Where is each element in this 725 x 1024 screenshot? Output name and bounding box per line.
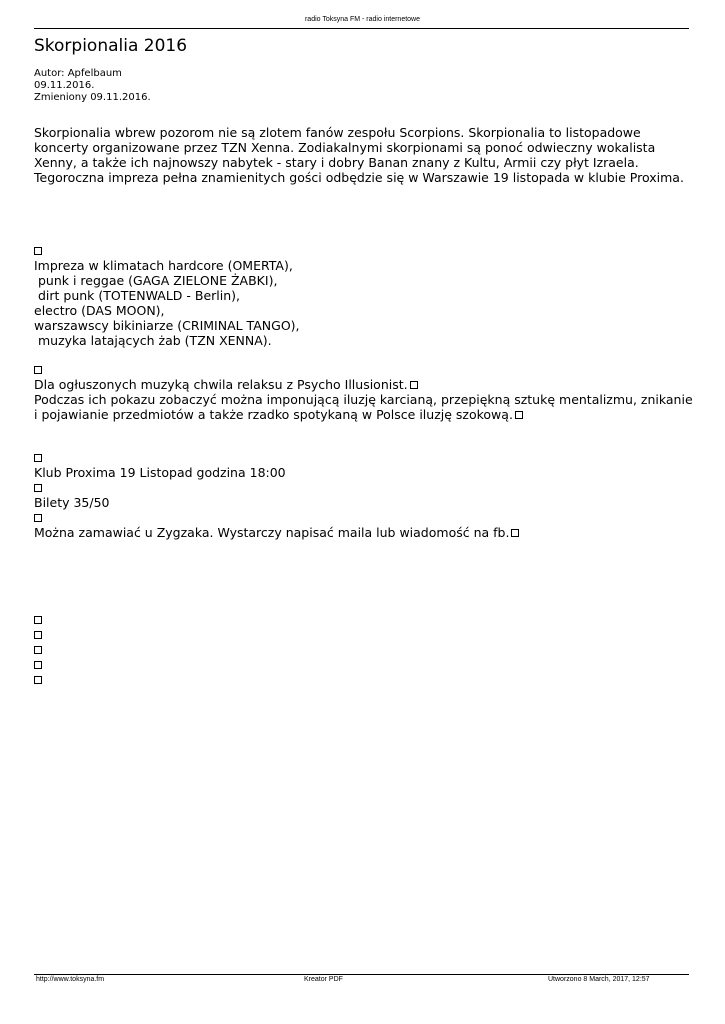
intro-line: Xenny, a także ich najnowszy nabytek - stary i dobry Banan znany z Kultu, Armii czy płyt Izraela. [34, 155, 639, 170]
event-info-section [34, 450, 519, 540]
lineup-section [34, 243, 300, 348]
header-divider [34, 28, 689, 29]
illusion-line: Dla ogłuszonych muzyką chwila relaksu z Psycho Illusionist. [34, 377, 408, 392]
footer-generator: Kreator PDF [304, 976, 343, 983]
footer-divider [34, 974, 689, 975]
page-header: radio Toksyna FM - radio internetowe [304, 16, 421, 23]
footer-created: Utworzono 8 March, 2017, 12:57 [548, 976, 650, 983]
intro-line: Tegoroczna impreza pełna znamienitych gości odbędzie się w Warszawie 19 listopada w klubie Proxima. [34, 170, 684, 185]
missing-glyph-icon [511, 529, 519, 537]
trailing-glyphs [34, 612, 42, 687]
missing-glyph-icon [34, 661, 42, 669]
missing-glyph-icon [34, 646, 42, 654]
missing-glyph-icon [34, 676, 42, 684]
missing-glyph-icon [34, 454, 42, 462]
intro-line: Skorpionalia wbrew pozorom nie są zlotem fanów zespołu Scorpions. Skorpionalia to listopadowe [34, 125, 641, 140]
missing-glyph-icon [34, 366, 42, 374]
missing-glyph-icon [34, 631, 42, 639]
lineup-line: warszawscy bikiniarze (CRIMINAL TANGO), [34, 318, 300, 333]
booking-line: Można zamawiać u Zygzaka. Wystarczy napisać maila lub wiadomość na fb. [34, 525, 510, 540]
article-intro [34, 125, 694, 185]
author-line: Autor: Apfelbaum [34, 68, 122, 79]
modified-date: Zmieniony 09.11.2016. [34, 92, 151, 103]
missing-glyph-icon [410, 381, 418, 389]
article-meta [34, 68, 151, 104]
intro-line: koncerty organizowane przez TZN Xenna. Zodiakalnymi skorpionami są ponoć odwieczny wokalista [34, 140, 656, 155]
tickets-line: Bilety 35/50 [34, 495, 110, 510]
lineup-line: punk i reggae (GAGA ZIELONE ŻABKI), [34, 273, 278, 288]
created-date: 09.11.2016. [34, 80, 95, 91]
missing-glyph-icon [515, 411, 523, 419]
illusion-section [34, 362, 693, 422]
illusion-line: Podczas ich pokazu zobaczyć można imponującą iluzję karcianą, przepiękną sztukę mentalizmu, znikanie [34, 392, 693, 407]
missing-glyph-icon [34, 484, 42, 492]
lineup-line: muzyka latających żab (TZN XENNA). [34, 333, 272, 348]
illusion-line: i pojawianie przedmiotów a także rzadko spotykaną w Polsce iluzję szokową. [34, 407, 513, 422]
missing-glyph-icon [34, 247, 42, 255]
missing-glyph-icon [34, 616, 42, 624]
venue-line: Klub Proxima 19 Listopad godzina 18:00 [34, 465, 286, 480]
missing-glyph-icon [34, 514, 42, 522]
footer-url[interactable]: http://www.toksyna.fm [36, 976, 105, 983]
lineup-line: Impreza w klimatach hardcore (OMERTA), [34, 258, 293, 273]
article-title: Skorpionalia 2016 [34, 36, 188, 56]
lineup-line: electro (DAS MOON), [34, 303, 165, 318]
lineup-line: dirt punk (TOTENWALD - Berlin), [34, 288, 241, 303]
